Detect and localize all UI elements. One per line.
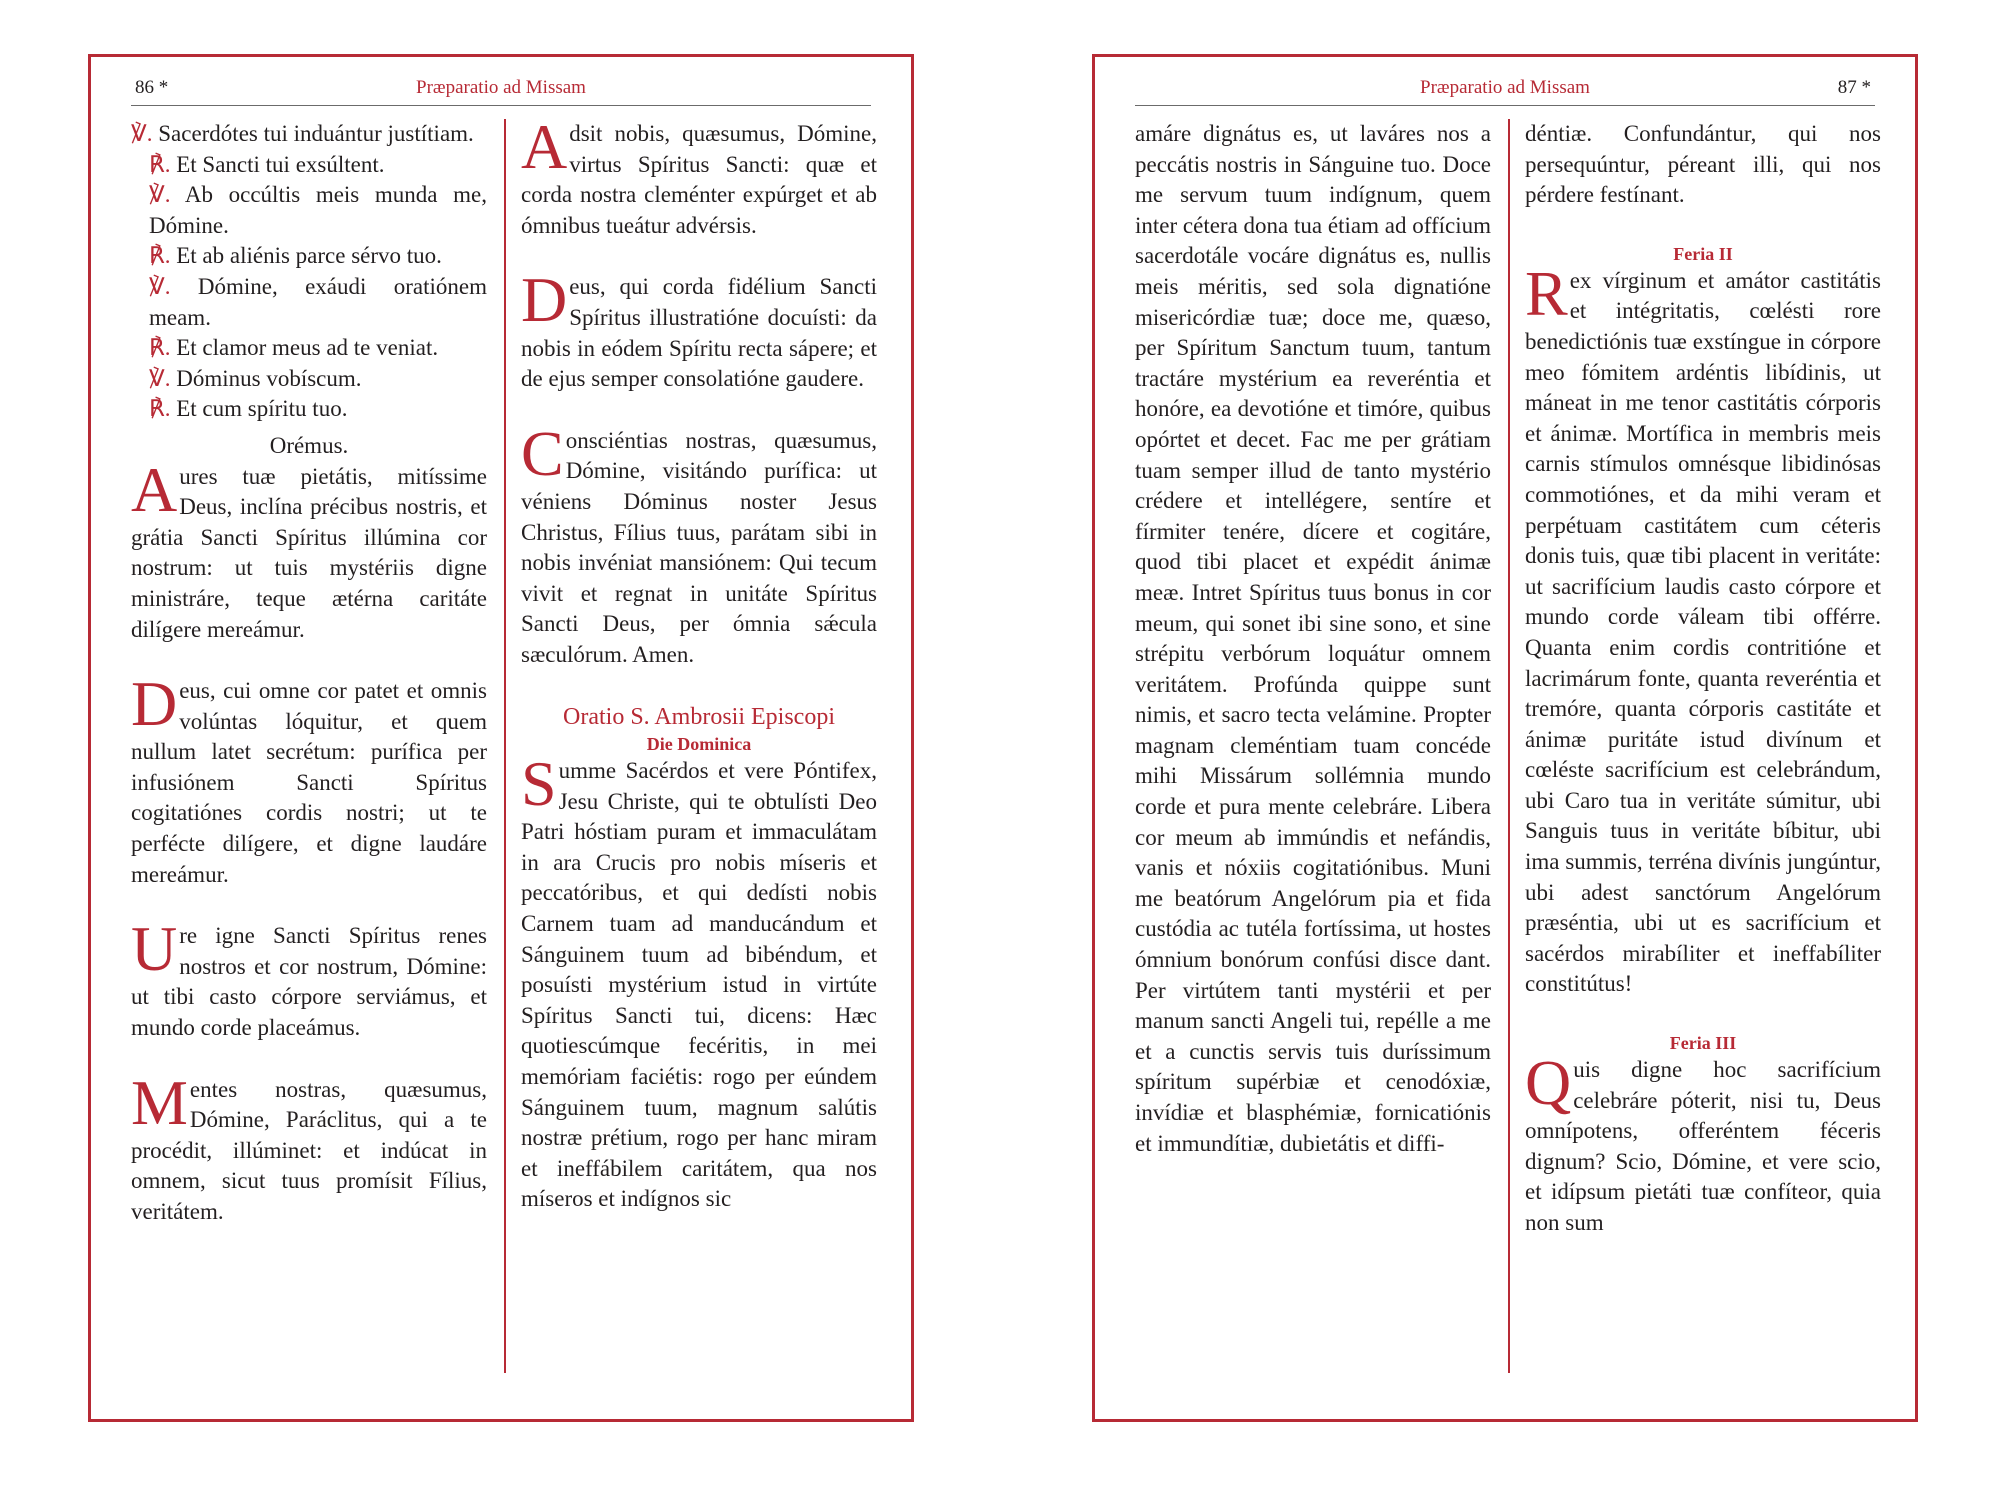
- response-symbol: ℟.: [149, 243, 171, 269]
- running-title: Præparatio ad Missam: [1420, 77, 1590, 98]
- page-number: 86 *: [135, 77, 169, 98]
- response: [131, 333, 487, 364]
- response-text: Et Sancti tui exsúltent.: [176, 151, 385, 177]
- response-text: Et cum spíritu tuo.: [176, 396, 348, 422]
- versicle-symbol: ℣.: [149, 273, 171, 299]
- response-text: Et clamor meus ad te veniat.: [176, 335, 439, 361]
- drop-cap: C: [521, 417, 564, 489]
- prayer-text: eus, cui omne cor patet et omnis volúntas lóquitur, et quem nullum latet secrétum: purífica per infusiónem Sancti Spíritus cogitatiónes cordis nostri; ut te perfécte dilígere, et digne laudáre mereámur.: [131, 678, 487, 887]
- prayer-consciencias: [521, 417, 877, 671]
- prayer-adsit: [521, 119, 877, 241]
- prayer-deus-qui: [521, 264, 877, 394]
- versicle-symbol: ℣.: [149, 182, 171, 208]
- prayer-aures: [131, 453, 487, 646]
- response-symbol: ℟.: [149, 335, 171, 361]
- versicle: [131, 364, 487, 395]
- prayer-text: entes nostras, quæsumus, Dómine, Paráclitus, qui a te procédit, illúminet: et indúcat in omnem, sicut tuus promísit Fílius, veritátem.: [131, 1076, 487, 1224]
- left-column-1: [131, 119, 487, 1409]
- drop-cap: R: [1525, 257, 1568, 329]
- running-title: Præparatio ad Missam: [416, 77, 586, 98]
- running-head: [1135, 71, 1875, 106]
- running-head: [131, 71, 871, 106]
- prayer-text: ures tuæ pietátis, mitíssime Deus, inclína précibus nostris, et grátia Sancti Spíritus illúmina cor nostrum: ut tuis mystériis digne ministráre, teque ætérna caritáte dilígere mereámur.: [131, 463, 487, 642]
- prayer-ure: [131, 913, 487, 1043]
- versicle: [131, 119, 487, 150]
- left-column-2: [521, 119, 877, 1409]
- prayer-text: re igne Sancti Spíritus renes nostros et cor nostrum, Dómine: ut tibi casto córpore serviámus, et mundo corde placeámus.: [131, 923, 487, 1041]
- prayer-text: eus, qui corda fidélium Sancti Spíritus illustratióne docuísti: da nobis in eódem Spíritu recta sápere; et de ejus semper consolatióne gaudere.: [521, 274, 877, 392]
- page-number: 87 *: [1837, 77, 1871, 98]
- prayer-deus-cui: [131, 668, 487, 890]
- feria-iii-heading: Feria III: [1669, 1033, 1737, 1054]
- column-rule: [1508, 119, 1510, 1373]
- response: [131, 150, 487, 181]
- drop-cap: D: [131, 668, 178, 740]
- versicle: [131, 272, 487, 333]
- versicle-text: Dómine, exáudi oratiónem meam.: [149, 273, 487, 330]
- versicle-text: Dóminus vobíscum.: [176, 365, 362, 391]
- response: [131, 241, 487, 272]
- column-rule: [504, 119, 506, 1373]
- versicle-symbol: ℣.: [131, 121, 153, 146]
- prayer-mentes: [131, 1066, 487, 1228]
- prayer-text: dsit nobis, quæsumus, Dómine, virtus Spíritus Sancti: quæ et corda nostra cleménter expúrget et ab ómnibus tueátur advérsis.: [521, 121, 877, 238]
- response: [131, 394, 487, 425]
- versicle-text: Ab occúltis meis munda me, Dómine.: [149, 182, 487, 238]
- drop-cap: A: [131, 453, 178, 525]
- drop-cap: U: [131, 913, 178, 985]
- response-symbol: ℟.: [149, 151, 171, 177]
- versicle-symbol: ℣.: [149, 365, 171, 391]
- prayer-text: onsciéntias nostras, quæsumus, Dómine, visitándo purífica: ut véniens Dóminus noster Jesus Christus, Fílius tuus, parátam sibi in nobis invéniat mansiónem: Qui tecum vivit et regnat in unitáte Spíritus Sancti Deus, per ómnia sǽcula sæculórum. Amen.: [521, 427, 877, 667]
- right-column-1: [1135, 119, 1491, 1409]
- prayer-quis: [1525, 1047, 1881, 1239]
- versicle: [131, 180, 487, 241]
- prayer-text: uis digne hoc sacrifícium celebráre póterit, nisi tu, Deus omnípotens, offeréntem féceris dignum? Scio, Dómine, et vere scio, et idípsum pietáti tuæ confíteor, quia non sum: [1525, 1057, 1881, 1235]
- drop-cap: S: [521, 748, 557, 820]
- prayer-summe: [521, 748, 877, 1215]
- response-text: Et ab aliénis parce sérvo tuo.: [176, 243, 442, 269]
- versicle-text: Sacerdótes tui induántur justítiam.: [158, 121, 474, 146]
- drop-cap: Q: [1525, 1047, 1572, 1119]
- oremus: Orémus.: [269, 432, 349, 458]
- prayer-text: ex vírginum et amátor castitátis et intégritatis, cœlésti rore benedictiónis tuæ exstíngue in córpore meo fómitem ardéntis libídinis, ut máneat in me tenor castitátis córporis et ánimæ. Mortífica in membris meis carnis stímulos omnésque libidinósas commotiónes, et da mihi veram et perpétuam castitátem cum céteris donis tuis, quæ tibi placent in veritáte: ut sacrifícium laudis casto córpore et mundo corde váleam tibi offérre. Quanta enim cordis contritióne et lacrimárum fonte, quanta reveréntia et tremóre, quanta córporis castitáte et ánimæ puritáte istud divínum et cœléste sacrifícium est celebrándum, ubi Caro tua in veritáte súmitur, ubi Sanguis tuus in veritáte bíbitur, ubi ima summis, terréna divínis jungúntur, ubi adest sanctórum Angelórum præséntia, ubi ut es sacrifícium et sacérdos mirabíliter et ineffabíliter constitútus!: [1525, 267, 1881, 997]
- prayer-text: umme Sacérdos et vere Póntifex, Jesu Christe, qui te obtulísti Deo Patri hóstiam puram et immaculátam in ara Crucis pro nobis míseris et peccatóribus, et qui dedísti nobis Carnem tuam ad manducándum et Sánguinem tuum ad bibéndum, et posuísti mystérium istud in virtúte Spíritus Sancti tui, dicens: Hæc quotiescúmque fecéritis, in mei memóriam faciétis: rogo per eúndem Sánguinem tuum, magnum salútis nostræ prétium, rogo per hanc miram et ineffábilem caritátem, qua nos míseros et indígnos sic: [521, 758, 877, 1212]
- prayer-continuation: déntiæ. Confundántur, qui nos persequúntur, péreant illi, qui nos pérdere festínant.: [1525, 121, 1881, 208]
- right-page: [1092, 54, 1918, 1422]
- section-heading: Oratio S. Ambrosii Episcopi: [563, 703, 835, 730]
- feria-ii-heading: Feria II: [1673, 243, 1733, 264]
- drop-cap: A: [521, 119, 568, 182]
- day-heading: Die Dominica: [646, 734, 752, 755]
- drop-cap: M: [131, 1066, 188, 1138]
- right-column-2: [1525, 119, 1881, 1409]
- left-page: [88, 54, 914, 1422]
- drop-cap: D: [521, 264, 568, 336]
- response-symbol: ℟.: [149, 396, 171, 422]
- prayer-rex: [1525, 257, 1881, 1000]
- prayer-continuation: amáre dignátus es, ut laváres nos a peccátis nostris in Sánguine tuo. Doce me servum tuum indígnum, quem inter cétera dona tua étiam ad offícium sacerdotále vocáre dignátus es, nullis meis méritis, sed sola dignatióne misericórdiæ tuæ; doce me, quæso, per Spíritum Sanctum tuum, tantum tractáre mystérium ea reveréntia et honóre, ea devotióne et timóre, quibus opórtet et decet. Fac me per grátiam tuam semper illud de tanto mystério crédere et intellégere, sentíre et fírmiter tenére, dícere et cogitáre, quod tibi placet et expédit ánimæ meæ. Intret Spíritus tuus bonus in cor meum, qui sonet ibi sine sono, et sine strépitu verbórum loquátur omnem veritátem. Profúnda quippe sunt nimis, et sacro tecta velámine. Propter magnam cleméntiam tuam concéde mihi Missárum sollémnia mundo corde et pura mente celebráre. Libera cor meum ab immúndis et nefándis, vanis et nóxiis cogitatiónibus. Muni me beatórum Angelórum pia et fida custódia ac tutéla fortíssima, ut hostes ómnium bonórum confúsi disce dant. Per virtútem tanti mystérii et per manum sancti Angeli tui, repélle a me et a cunctis servis tuis duríssimum spíritum supérbiæ et cenodóxiæ, invídiæ et blasphémiæ, fornicatiónis et immundítiæ, dubietátis et diffi-: [1135, 121, 1491, 1156]
